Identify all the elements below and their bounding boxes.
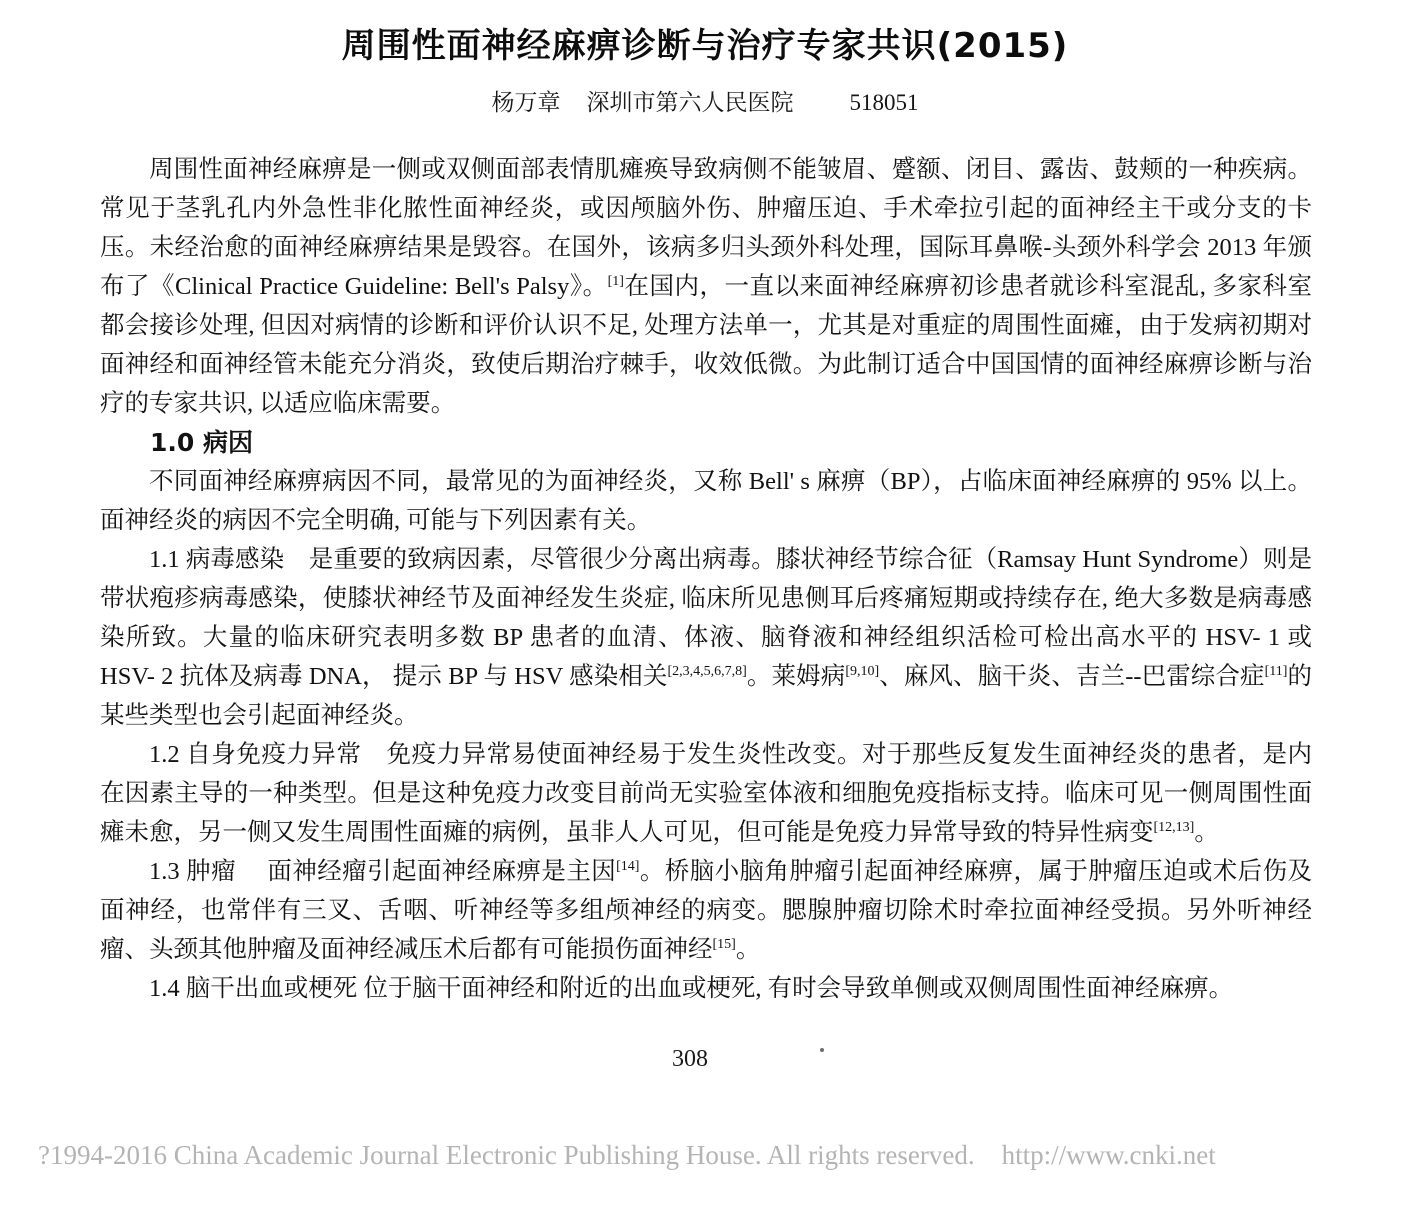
author-postcode: 518051 <box>849 90 919 115</box>
page-title: 周围性面神经麻痹诊断与治疗专家共识(2015) <box>341 26 1069 66</box>
section-heading: 1.0 病因 <box>150 428 253 457</box>
paragraph: 1.1 病毒感染 是重要的致病因素，尽管很少分离出病毒。膝状神经节综合征（Ramsay Hunt Syndrome）则是带状疱疹病毒感染，使膝状神经节及面神经发生炎症, 临床所见患侧耳后疼痛短期或持续存在, 绝大多数是病毒感染所致。大量的临床研究表明多数 BP 患者的血清、体液、脑脊液和神经组织活检可检出高水平的 HSV- 1 或 HSV- 2 抗体及病毒 DNA， 提示 BP 与 HSV 感染相关[2,3,4,5,6,7,8]。莱姆病[9,10]、麻风、脑干炎、吉兰--巴雷综合症[11]的某些类型也会引起面神经炎。 <box>100 546 1313 729</box>
reference-superscript: [14] <box>616 858 640 874</box>
paragraph: 不同面神经麻痹病因不同，最常见的为面神经炎，又称 Bell' s 麻痹（BP），占临床面神经麻痹的 95% 以上。面神经炎的病因不完全明确, 可能与下列因素有关。 <box>100 468 1312 534</box>
copyright-footer: ?1994-2016 China Academic Journal Electronic Publishing House. All rights reserved. http://www.cnki.net <box>38 1140 1216 1170</box>
paragraph: 1.3 肿瘤 面神经瘤引起面神经麻痹是主因[14]。桥脑小脑角肿瘤引起面神经麻痹，属于肿瘤压迫或术后伤及面神经，也常伴有三叉、舌咽、听神经等多组颅神经的病变。腮腺肿瘤切除术时牵拉面神经受损。另外听神经瘤、头颈其他肿瘤及面神经减压术后都有可能损伤面神经[15]。 <box>100 858 1312 963</box>
reference-superscript: [15] <box>712 936 736 952</box>
reference-superscript: [11] <box>1264 663 1288 679</box>
author-line <box>0 84 1410 117</box>
reference-superscript: [12,13] <box>1153 819 1195 835</box>
paragraph: 周围性面神经麻痹是一侧或双侧面部表情肌瘫痪导致病侧不能皱眉、蹙额、闭目、露齿、鼓颊的一种疾病。常见于茎乳孔内外急性非化脓性面神经炎，或因颅脑外伤、肿瘤压迫、手术牵拉引起的面神经主干或分支的卡压。未经治愈的面神经麻痹结果是毁容。在国外，该病多归头颈外科处理，国际耳鼻喉-头颈外科学会 2013 年颁布了《Clinical Practice Guideline: Bell's Palsy》。[1]在国内，一直以来面神经麻痹初诊患者就诊科室混乱, 多家科室都会接诊处理, 但因对病情的诊断和评价认识不足, 处理方法单一，尤其是对重症的周围性面瘫，由于发病初期对面神经和面神经管未能充分消炎，致使后期治疗棘手，收效低微。为此制订适合中国国情的面神经麻痹诊断与治疗的专家共识, 以适应临床需要。 <box>100 156 1312 417</box>
page-number: 308 <box>672 1046 708 1072</box>
paragraph: 1.4 脑干出血或梗死 位于脑干面神经和附近的出血或梗死, 有时会导致单侧或双侧周围性面神经麻痹。 <box>149 975 1234 1002</box>
author-name: 杨万章 <box>491 90 561 115</box>
author-affiliation: 深圳市第六人民医院 <box>586 90 794 115</box>
reference-superscript: [9,10] <box>845 663 880 679</box>
document-body <box>100 150 1312 1008</box>
reference-superscript: [1] <box>607 273 624 289</box>
reference-superscript: [2,3,4,5,6,7,8] <box>667 663 747 679</box>
paragraph: 1.2 自身免疫力异常 免疫力异常易使面神经易于发生炎性改变。对于那些反复发生面神经炎的患者，是内在因素主导的一种类型。但是这种免疫力改变目前尚无实验室体液和细胞免疫指标支持。临床可见一侧周围性面瘫未愈，另一侧又发生周围性面瘫的病例，虽非人人可见，但可能是免疫力异常导致的特异性病变[12,13]。 <box>100 741 1312 846</box>
